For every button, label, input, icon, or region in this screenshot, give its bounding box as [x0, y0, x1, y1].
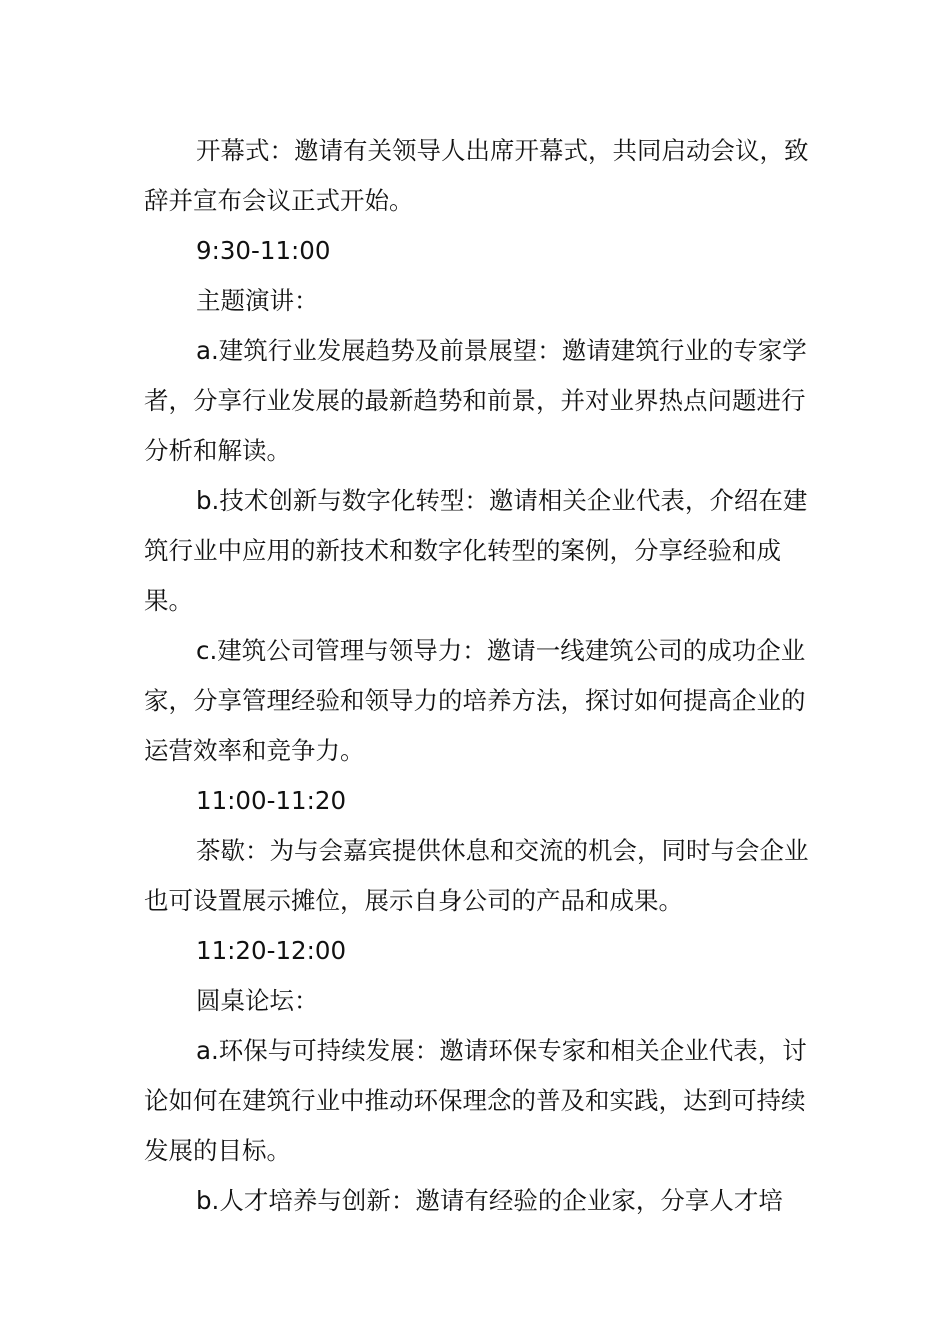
document-body: [144, 126, 814, 1226]
paragraph-opening-ceremony: 开幕式：邀请有关领导人出席开幕式，共同启动会议，致辞并宣布会议正式开始。: [144, 136, 809, 215]
paragraph-roundtable-a: a.环保与可持续发展：邀请环保专家和相关企业代表，讨论如何在建筑行业中推动环保理念的普及和实践，达到可持续发展的目标。: [144, 1036, 807, 1165]
section-heading-keynote: 主题演讲：: [196, 286, 319, 315]
paragraph-keynote-c: c.建筑公司管理与领导力：邀请一线建筑公司的成功企业家，分享管理经验和领导力的培养方法，探讨如何提高企业的运营效率和竞争力。: [144, 636, 806, 765]
paragraph-keynote-a: a.建筑行业发展趋势及前景展望：邀请建筑行业的专家学者，分享行业发展的最新趋势和前景，并对业界热点问题进行分析和解读。: [144, 336, 807, 465]
time-slot-1100-1120: 11:00-11:20: [196, 786, 347, 815]
paragraph-roundtable-b: b.人才培养与创新：邀请有经验的企业家，分享人才培: [196, 1186, 783, 1215]
paragraph-keynote-b: b.技术创新与数字化转型：邀请相关企业代表，介绍在建筑行业中应用的新技术和数字化转型的案例，分享经验和成果。: [144, 486, 808, 615]
time-slot-1120-1200: 11:20-12:00: [196, 936, 347, 965]
section-heading-roundtable: 圆桌论坛：: [196, 986, 319, 1015]
time-slot-0930-1100: 9:30-11:00: [196, 236, 331, 265]
paragraph-tea-break: 茶歇：为与会嘉宾提供休息和交流的机会，同时与会企业也可设置展示摊位，展示自身公司的产品和成果。: [144, 836, 809, 915]
